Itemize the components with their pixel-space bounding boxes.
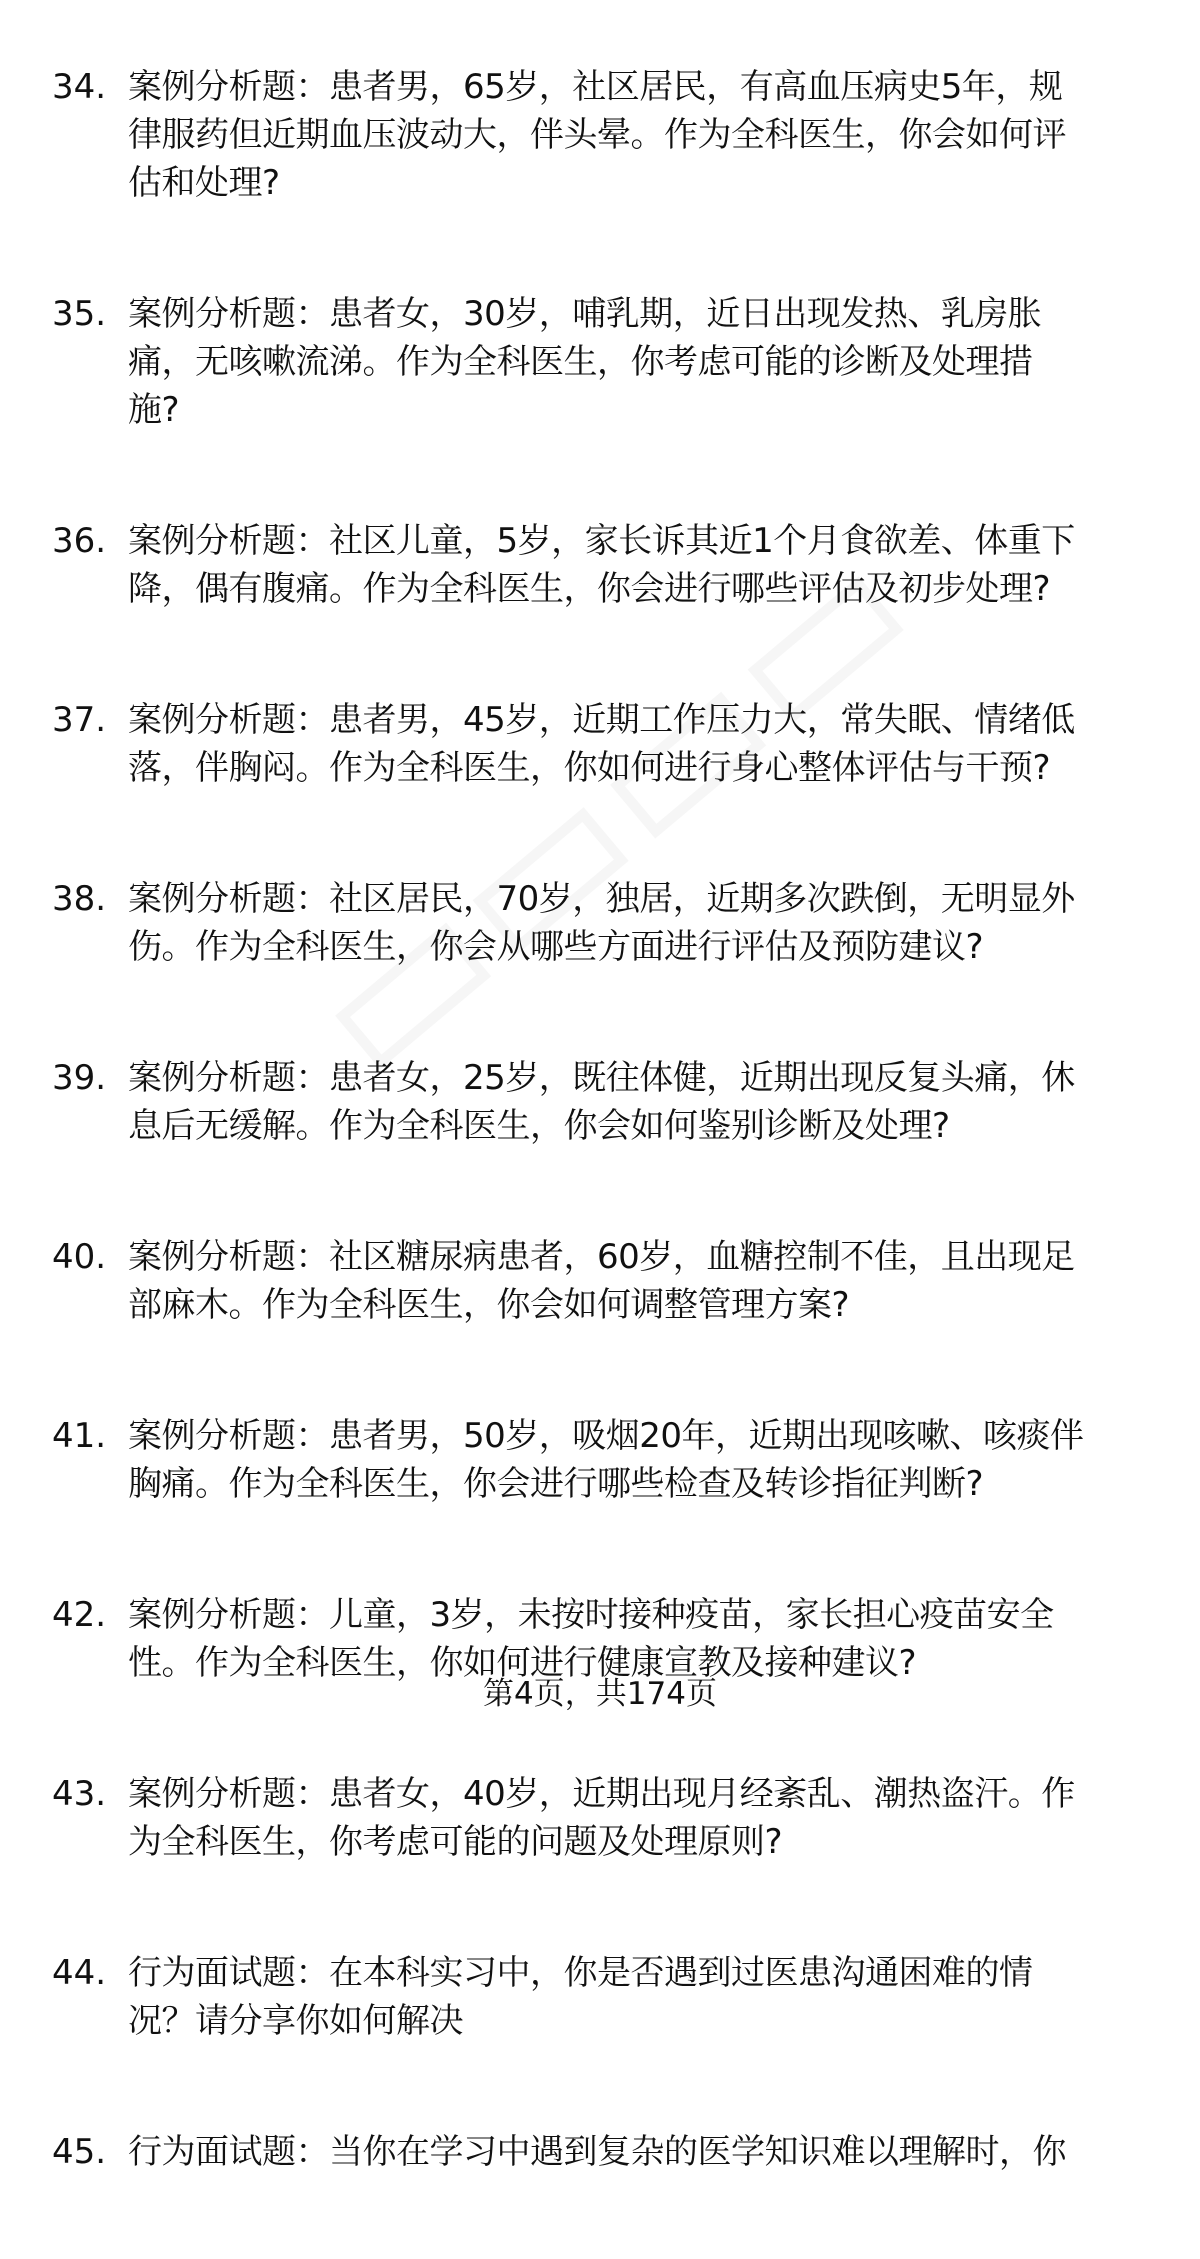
question-number: 45. bbox=[52, 2132, 107, 2172]
question-item bbox=[0, 1949, 1200, 2045]
question-text-line: 况？请分享你如何解决 bbox=[128, 2001, 463, 2041]
question-number: 42. bbox=[52, 1595, 107, 1635]
question-text bbox=[128, 1233, 1168, 1329]
question-number: 37. bbox=[52, 700, 107, 740]
question-list bbox=[0, 63, 1200, 2259]
question-number: 38. bbox=[52, 879, 107, 919]
question-item bbox=[0, 875, 1200, 971]
question-text-line: 息后无缓解。作为全科医生，你会如何鉴别诊断及处理? bbox=[128, 1106, 950, 1146]
question-item bbox=[0, 1233, 1200, 1329]
question-text-line: 性。作为全科医生，你如何进行健康宣教及接种建议? bbox=[128, 1643, 917, 1683]
question-text-line: 案例分析题：患者女，25岁，既往体健，近期出现反复头痛，休 bbox=[128, 1058, 1075, 1098]
question-text-line: 行为面试题：当你在学习中遇到复杂的医学知识难以理解时，你 bbox=[128, 2132, 1066, 2172]
question-text-line: 落，伴胸闷。作为全科医生，你如何进行身心整体评估与干预? bbox=[128, 748, 1051, 788]
question-text-line: 律服药但近期血压波动大，伴头晕。作为全科医生，你会如何评 bbox=[128, 115, 1066, 155]
question-item bbox=[0, 1770, 1200, 1866]
question-number: 43. bbox=[52, 1774, 107, 1814]
question-text-line: 案例分析题：患者男，45岁，近期工作压力大，常失眠、情绪低 bbox=[128, 700, 1075, 740]
question-text-line: 案例分析题：患者女，40岁，近期出现月经紊乱、潮热盗汗。作 bbox=[128, 1774, 1075, 1814]
question-text-line: 伤。作为全科医生，你会从哪些方面进行评估及预防建议? bbox=[128, 927, 984, 967]
question-text-line: 为全科医生，你考虑可能的问题及处理原则? bbox=[128, 1822, 783, 1862]
question-text bbox=[128, 1949, 1168, 2045]
question-item bbox=[0, 2128, 1200, 2176]
question-item bbox=[0, 63, 1200, 207]
question-text-line: 案例分析题：患者女，30岁，哺乳期，近日出现发热、乳房胀 bbox=[128, 294, 1042, 334]
question-number: 35. bbox=[52, 294, 107, 334]
question-text bbox=[128, 1054, 1168, 1150]
question-number: 36. bbox=[52, 521, 107, 561]
question-text bbox=[128, 517, 1168, 613]
question-text-line: 案例分析题：患者男，50岁，吸烟20年，近期出现咳嗽、咳痰伴 bbox=[128, 1416, 1084, 1456]
question-item bbox=[0, 1054, 1200, 1150]
question-text-line: 案例分析题：儿童，3岁，未按时接种疫苗，家长担心疫苗安全 bbox=[128, 1595, 1054, 1635]
question-number: 39. bbox=[52, 1058, 107, 1098]
question-item bbox=[0, 1412, 1200, 1508]
question-text bbox=[128, 875, 1168, 971]
question-text-line: 案例分析题：社区糖尿病患者，60岁，血糖控制不佳，且出现足 bbox=[128, 1237, 1075, 1277]
question-text bbox=[128, 63, 1168, 207]
question-number: 44. bbox=[52, 1953, 107, 1993]
question-text-line: 估和处理? bbox=[128, 163, 280, 203]
question-text-line: 部麻木。作为全科医生，你会如何调整管理方案? bbox=[128, 1285, 850, 1325]
question-text-line: 案例分析题：社区儿童，5岁，家长诉其近1个月食欲差、体重下 bbox=[128, 521, 1075, 561]
question-item bbox=[0, 517, 1200, 613]
question-text bbox=[128, 1770, 1168, 1866]
question-number: 40. bbox=[52, 1237, 107, 1277]
question-text bbox=[128, 696, 1168, 792]
question-text-line: 痛，无咳嗽流涕。作为全科医生，你考虑可能的诊断及处理措 bbox=[128, 342, 1033, 382]
question-text bbox=[128, 2128, 1168, 2176]
question-number: 41. bbox=[52, 1416, 107, 1456]
question-item bbox=[0, 696, 1200, 792]
question-text bbox=[128, 290, 1168, 434]
question-item bbox=[0, 290, 1200, 434]
page-footer: 第4页，共174页 bbox=[483, 1676, 717, 1712]
question-text-line: 施? bbox=[128, 390, 180, 430]
question-text-line: 行为面试题：在本科实习中，你是否遇到过医患沟通困难的情 bbox=[128, 1953, 1033, 1993]
question-number: 34. bbox=[52, 67, 107, 107]
question-text-line: 胸痛。作为全科医生，你会进行哪些检查及转诊指征判断? bbox=[128, 1464, 984, 1504]
question-text-line: 案例分析题：社区居民，70岁，独居，近期多次跌倒，无明显外 bbox=[128, 879, 1075, 919]
question-text-line: 案例分析题：患者男，65岁，社区居民，有高血压病史5年，规 bbox=[128, 67, 1063, 107]
question-text bbox=[128, 1412, 1168, 1508]
question-text-line: 降，偶有腹痛。作为全科医生，你会进行哪些评估及初步处理? bbox=[128, 569, 1051, 609]
